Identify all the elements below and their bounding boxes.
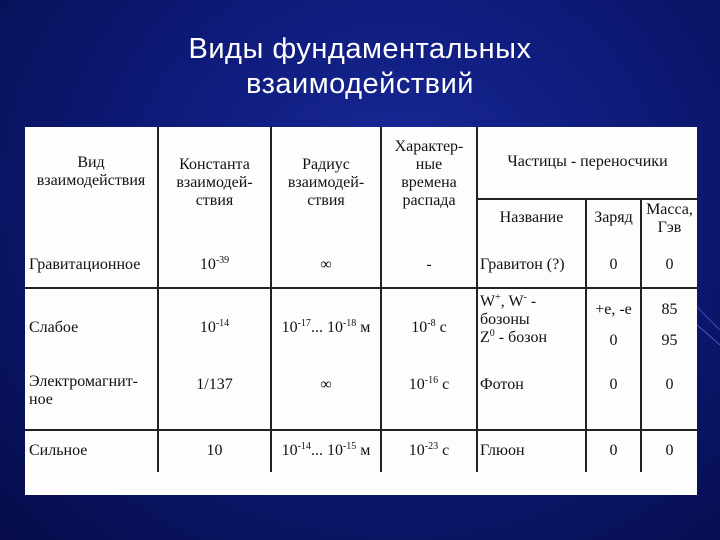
header-mass-line: Масса, — [646, 201, 693, 218]
time-unit: с — [435, 319, 447, 336]
w-sep: , W — [500, 293, 524, 310]
row-charge: 0 — [609, 376, 618, 393]
slide-title — [0, 32, 720, 102]
radius-exponent: -18 — [342, 318, 357, 329]
time-base: 10 — [411, 319, 428, 336]
radius-exponent: -14 — [297, 441, 311, 452]
radius-unit: м — [356, 442, 371, 459]
w-tail: - — [526, 293, 537, 310]
row-charge: 0 — [609, 256, 618, 273]
radius-unit: м — [356, 319, 371, 336]
row-mass-1: 85 — [661, 301, 678, 318]
header-time-line: распада — [402, 192, 456, 209]
row-decay-time: - — [426, 256, 432, 273]
header-time-line: Характер- — [394, 138, 464, 155]
radius-base: 10 — [281, 442, 298, 459]
header-type — [25, 147, 157, 197]
time-base: 10 — [408, 376, 425, 393]
row-decay-time — [382, 317, 476, 339]
table-divider — [25, 287, 697, 289]
const-exponent: -14 — [215, 318, 230, 329]
row-carrier-name — [480, 287, 585, 353]
row-carrier-name: Гравитон (?) — [480, 256, 565, 273]
row-type: Гравитационное — [29, 256, 141, 273]
z-tail: - бозон — [494, 329, 548, 346]
row-radius — [272, 317, 380, 339]
row-type: Сильное — [29, 442, 88, 459]
row-charge-2: 0 — [609, 332, 618, 349]
row-constant: 10 — [206, 442, 223, 459]
const-base: 10 — [199, 319, 216, 336]
header-charge-label: Заряд — [594, 209, 633, 226]
slide-title-line-1: Виды фундаментальных — [188, 33, 532, 65]
const-base: 10 — [199, 256, 216, 273]
header-radius-line: ствия — [307, 192, 345, 209]
row-type-line: Электромагнит- — [29, 373, 139, 390]
row-type-line: ное — [29, 391, 53, 408]
row-type — [29, 369, 157, 413]
header-constant-line: взаимодей- — [176, 174, 253, 191]
w-boson: W — [480, 293, 496, 310]
row-mass: 0 — [665, 376, 674, 393]
row-radius — [272, 440, 380, 462]
radius-base: 10 — [281, 319, 298, 336]
time-exponent: -23 — [424, 441, 439, 452]
interactions-table — [25, 127, 697, 495]
row-decay-time — [382, 440, 476, 462]
z-boson: Z — [480, 329, 490, 346]
w-plus-sup: + — [495, 292, 501, 303]
row-type: Слабое — [29, 319, 79, 336]
header-decay-time — [382, 129, 476, 219]
row-constant: 1/137 — [196, 376, 233, 393]
radius-mid: ... 10 — [310, 442, 343, 459]
bosons-label: бозоны — [480, 311, 530, 328]
radius-exponent: -17 — [297, 318, 311, 329]
row-mass: 0 — [665, 442, 674, 459]
row-charge-1: +e, -e — [595, 301, 632, 318]
slide-title-line-2: взаимодействий — [246, 68, 474, 100]
header-name-label: Название — [499, 209, 564, 226]
row-constant — [159, 317, 270, 339]
header-carriers-label: Частицы - переносчики — [507, 153, 668, 170]
header-charge — [587, 203, 640, 233]
time-base: 10 — [408, 442, 425, 459]
header-radius-line: Радиус — [302, 156, 350, 173]
radius-mid: ... 10 — [310, 319, 343, 336]
time-exponent: -8 — [427, 318, 436, 329]
header-mass-line: Гэв — [657, 219, 682, 236]
row-carrier-name: Глюон — [480, 442, 525, 459]
z-sup: 0 — [489, 328, 495, 339]
header-carriers — [478, 147, 697, 177]
row-mass: 0 — [665, 256, 674, 273]
row-carrier-name: Фотон — [480, 376, 524, 393]
header-name — [478, 203, 585, 233]
header-constant-line: ствия — [195, 192, 234, 209]
radius-exponent: -15 — [342, 441, 357, 452]
header-radius-line: взаимодей- — [287, 174, 365, 191]
table-divider — [25, 429, 697, 431]
header-type-line: взаимодействия — [36, 172, 146, 189]
header-constant — [159, 147, 270, 219]
time-unit: с — [438, 376, 450, 393]
time-exponent: -16 — [424, 375, 439, 386]
row-constant — [159, 254, 270, 276]
table-divider — [476, 127, 478, 472]
const-exponent: -39 — [215, 255, 230, 266]
row-decay-time — [382, 374, 476, 396]
row-radius: ∞ — [320, 256, 332, 273]
header-time-line: ные — [415, 156, 443, 173]
header-type-line: Вид — [77, 154, 105, 171]
header-constant-line: Константа — [179, 156, 250, 173]
header-time-line: времена — [401, 174, 457, 191]
row-mass-2: 95 — [661, 332, 678, 349]
time-unit: с — [438, 442, 450, 459]
header-mass — [642, 199, 697, 239]
row-radius: ∞ — [320, 376, 332, 393]
w-minus-sup: - — [523, 292, 527, 303]
row-charge: 0 — [609, 442, 618, 459]
header-radius — [272, 147, 380, 219]
